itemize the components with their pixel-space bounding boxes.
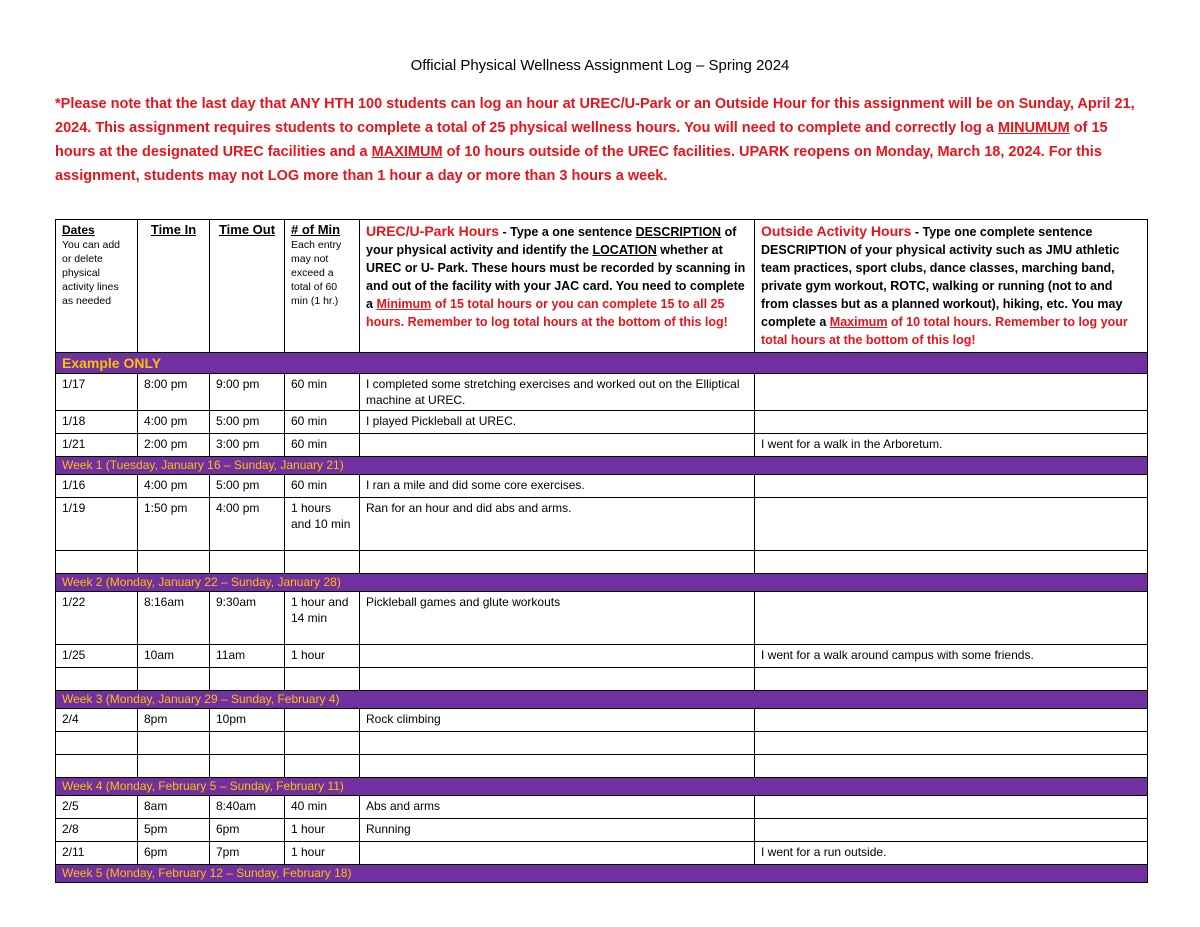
- time-in-cell[interactable]: 10am: [138, 645, 210, 668]
- table-row[interactable]: [56, 796, 1148, 819]
- notice-text-3: of 10 hours outside of the UREC facilities. UPARK reopens on Monday, March 18, 2024. For this assignment, students may not LOG more than 1 hour a day or more than 3 hours a week.: [55, 144, 1102, 184]
- week-band-label: Week 2 (Monday, January 22 – Sunday, January 28): [56, 574, 1148, 592]
- time-out-cell[interactable]: 5:00 pm: [210, 411, 285, 434]
- date-cell[interactable]: 2/8: [56, 819, 138, 842]
- table-row[interactable]: [56, 819, 1148, 842]
- empty-cell[interactable]: [755, 551, 1148, 574]
- page-title: Official Physical Wellness Assignment Log – Spring 2024: [410, 57, 790, 74]
- header-urec: UREC/U-Park Hours - Type a one sentence DESCRIPTION of your physical activity and identify the LOCATION whether at UREC or U- Park. These hours must be recorded by scanning in and out of the facility with your JAC card. You need to complete a Minimum of 15 total hours or you can complete 15 to all 25 hours. Remember to log total hours at the bottom of this log!: [360, 220, 755, 353]
- urec-cell[interactable]: [360, 842, 755, 865]
- empty-row[interactable]: [56, 732, 1148, 755]
- date-cell[interactable]: 1/19: [56, 498, 138, 551]
- empty-cell[interactable]: [360, 732, 755, 755]
- week-band: [56, 574, 1148, 592]
- week-band-label: Week 3 (Monday, January 29 – Sunday, February 4): [56, 691, 1148, 709]
- week-band-label: Example ONLY: [56, 353, 1148, 374]
- time-in-cell[interactable]: 1:50 pm: [138, 498, 210, 551]
- outside-cell[interactable]: [755, 709, 1148, 732]
- date-cell[interactable]: 1/25: [56, 645, 138, 668]
- empty-cell[interactable]: [285, 732, 360, 755]
- urec-cell[interactable]: Running: [360, 819, 755, 842]
- date-cell[interactable]: 1/21: [56, 434, 138, 457]
- outside-cell[interactable]: [755, 374, 1148, 411]
- week-band-label: Week 5 (Monday, February 12 – Sunday, February 18): [56, 865, 1148, 883]
- empty-cell[interactable]: [138, 755, 210, 778]
- week-band-label: Week 1 (Tuesday, January 16 – Sunday, January 21): [56, 457, 1148, 475]
- urec-cell[interactable]: Abs and arms: [360, 796, 755, 819]
- empty-cell[interactable]: [210, 551, 285, 574]
- header-time-in: Time In: [138, 220, 210, 353]
- minutes-cell[interactable]: [285, 709, 360, 732]
- urec-cell[interactable]: Pickleball games and glute workouts: [360, 592, 755, 645]
- outside-cell[interactable]: [755, 796, 1148, 819]
- notice-text-1: *Please note that the last day that ANY HTH 100 students can log an hour at UREC/U-Park or an Outside Hour for this assignment will be on Sunday, April 21, 2024. This assignment requires students to complete a total of 25 physical wellness hours. You will need to complete and correctly log a: [55, 96, 1135, 136]
- table-row[interactable]: [56, 645, 1148, 668]
- header-row: [56, 220, 1148, 353]
- empty-cell[interactable]: [360, 668, 755, 691]
- empty-cell[interactable]: [755, 755, 1148, 778]
- notice-minimum: MINUMUM: [998, 120, 1070, 136]
- time-out-cell[interactable]: 11am: [210, 645, 285, 668]
- empty-cell[interactable]: [285, 668, 360, 691]
- empty-cell[interactable]: [755, 732, 1148, 755]
- date-cell[interactable]: 2/5: [56, 796, 138, 819]
- outside-cell[interactable]: [755, 411, 1148, 434]
- empty-cell[interactable]: [285, 551, 360, 574]
- minutes-cell[interactable]: 1 hour: [285, 842, 360, 865]
- table-row[interactable]: [56, 434, 1148, 457]
- time-in-cell[interactable]: 4:00 pm: [138, 475, 210, 498]
- table-row[interactable]: [56, 592, 1148, 645]
- notice-maximum: MAXIMUM: [371, 144, 443, 160]
- empty-row[interactable]: [56, 755, 1148, 778]
- empty-cell[interactable]: [210, 668, 285, 691]
- dates-note: You can add or delete physical activity lines as needed: [62, 239, 121, 307]
- urec-cell[interactable]: I completed some stretching exercises and worked out on the Elliptical machine at UREC.: [360, 374, 755, 411]
- empty-cell[interactable]: [56, 668, 138, 691]
- minutes-cell[interactable]: 40 min: [285, 796, 360, 819]
- empty-cell[interactable]: [138, 668, 210, 691]
- urec-cell[interactable]: Rock climbing: [360, 709, 755, 732]
- week-band: [56, 691, 1148, 709]
- empty-cell[interactable]: [56, 732, 138, 755]
- week-band-label: Week 4 (Monday, February 5 – Sunday, February 11): [56, 778, 1148, 796]
- outside-cell[interactable]: I went for a walk in the Arboretum.: [755, 434, 1148, 457]
- time-in-cell[interactable]: 5pm: [138, 819, 210, 842]
- date-cell[interactable]: 2/11: [56, 842, 138, 865]
- empty-cell[interactable]: [138, 551, 210, 574]
- minutes-cell[interactable]: 1 hours and 10 min: [285, 498, 360, 551]
- week-band: [56, 353, 1148, 374]
- date-cell[interactable]: 1/17: [56, 374, 138, 411]
- minutes-cell[interactable]: 1 hour: [285, 819, 360, 842]
- table-row[interactable]: [56, 709, 1148, 732]
- empty-cell[interactable]: [138, 732, 210, 755]
- table-row[interactable]: [56, 842, 1148, 865]
- urec-cell[interactable]: [360, 645, 755, 668]
- time-out-cell[interactable]: 9:30am: [210, 592, 285, 645]
- header-outside: Outside Activity Hours - Type one complete sentence DESCRIPTION of your physical activity such as JMU athletic team practices, sport clubs, dance classes, marching band, private gym workout, ROTC, walking or running (not to and from classes but as a planned workout), hiking, etc. You may complete a Maximum of 10 total hours. Remember to log your total hours at the bottom of this log!: [755, 220, 1148, 353]
- empty-cell[interactable]: [56, 551, 138, 574]
- outside-cell[interactable]: [755, 819, 1148, 842]
- table-row[interactable]: [56, 411, 1148, 434]
- assignment-notice: [55, 92, 1150, 188]
- notice-text-2: of 15 hours at the designated UREC facilities and a: [55, 120, 1108, 160]
- time-out-cell[interactable]: 6pm: [210, 819, 285, 842]
- time-in-cell[interactable]: 8:16am: [138, 592, 210, 645]
- minutes-cell[interactable]: 60 min: [285, 411, 360, 434]
- time-out-cell[interactable]: 10pm: [210, 709, 285, 732]
- empty-cell[interactable]: [360, 755, 755, 778]
- outside-cell[interactable]: [755, 592, 1148, 645]
- date-cell[interactable]: 1/22: [56, 592, 138, 645]
- time-out-cell[interactable]: 9:00 pm: [210, 374, 285, 411]
- table-row[interactable]: [56, 498, 1148, 551]
- urec-cell[interactable]: Ran for an hour and did abs and arms.: [360, 498, 755, 551]
- time-in-cell[interactable]: 8am: [138, 796, 210, 819]
- empty-cell[interactable]: [210, 732, 285, 755]
- minutes-cell[interactable]: 60 min: [285, 374, 360, 411]
- empty-row[interactable]: [56, 551, 1148, 574]
- time-in-cell[interactable]: 4:00 pm: [138, 411, 210, 434]
- table-row[interactable]: [56, 475, 1148, 498]
- time-in-cell[interactable]: 6pm: [138, 842, 210, 865]
- week-band: [56, 778, 1148, 796]
- time-out-cell[interactable]: 7pm: [210, 842, 285, 865]
- outside-cell[interactable]: I went for a run outside.: [755, 842, 1148, 865]
- header-dates: Dates You can add or delete physical activity lines as needed: [56, 220, 138, 353]
- time-out-cell[interactable]: 8:40am: [210, 796, 285, 819]
- outside-cell[interactable]: [755, 498, 1148, 551]
- date-cell[interactable]: 2/4: [56, 709, 138, 732]
- time-in-cell[interactable]: 8pm: [138, 709, 210, 732]
- time-in-cell[interactable]: 8:00 pm: [138, 374, 210, 411]
- minutes-cell[interactable]: 1 hour and 14 min: [285, 592, 360, 645]
- empty-cell[interactable]: [285, 755, 360, 778]
- minutes-note: Each entry may not exceed a total of 60 min (1 hr.): [291, 239, 342, 307]
- empty-cell[interactable]: [210, 755, 285, 778]
- header-minutes: # of Min Each entry may not exceed a total of 60 min (1 hr.): [285, 220, 360, 353]
- outside-cell[interactable]: I went for a walk around campus with some friends.: [755, 645, 1148, 668]
- empty-cell[interactable]: [755, 668, 1148, 691]
- time-out-cell[interactable]: 4:00 pm: [210, 498, 285, 551]
- minutes-cell[interactable]: 60 min: [285, 475, 360, 498]
- minutes-cell[interactable]: 1 hour: [285, 645, 360, 668]
- date-cell[interactable]: 1/18: [56, 411, 138, 434]
- urec-cell[interactable]: [360, 434, 755, 457]
- empty-row[interactable]: [56, 668, 1148, 691]
- header-time-out: Time Out: [210, 220, 285, 353]
- date-cell[interactable]: 1/16: [56, 475, 138, 498]
- time-out-cell[interactable]: 3:00 pm: [210, 434, 285, 457]
- minutes-cell[interactable]: 60 min: [285, 434, 360, 457]
- week-band: [56, 457, 1148, 475]
- time-in-cell[interactable]: 2:00 pm: [138, 434, 210, 457]
- urec-cell[interactable]: I played Pickleball at UREC.: [360, 411, 755, 434]
- table-row[interactable]: [56, 374, 1148, 411]
- urec-cell[interactable]: I ran a mile and did some core exercises.: [360, 475, 755, 498]
- time-out-cell[interactable]: 5:00 pm: [210, 475, 285, 498]
- week-band: [56, 865, 1148, 883]
- empty-cell[interactable]: [360, 551, 755, 574]
- wellness-log-table: [55, 219, 1148, 883]
- outside-cell[interactable]: [755, 475, 1148, 498]
- empty-cell[interactable]: [56, 755, 138, 778]
